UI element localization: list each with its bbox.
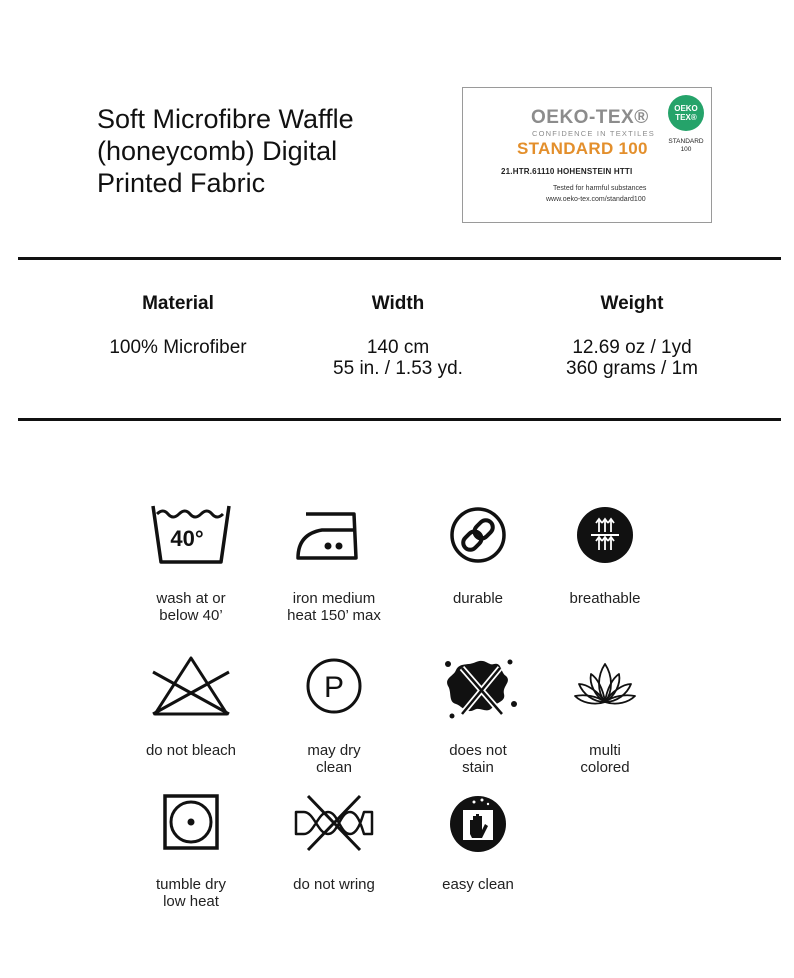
- care-breathable: [525, 500, 685, 607]
- product-title: [97, 103, 437, 199]
- spec-value: 12.69 oz / 1yd: [572, 337, 692, 358]
- title-line-2: (honeycomb) Digital: [97, 136, 338, 166]
- care-label-line: clean: [316, 759, 352, 776]
- badge-subtitle: [663, 138, 709, 154]
- care-tumble-dry: [111, 788, 271, 910]
- divider-top: [18, 257, 781, 260]
- spec-weight: [512, 293, 752, 379]
- care-label-line: low heat: [163, 893, 219, 910]
- oeko-tex-badge-icon: [668, 95, 704, 131]
- spec-value: 360 grams / 1m: [566, 358, 698, 379]
- spec-heading: Width: [371, 293, 425, 314]
- care-label-line: below 40’: [159, 607, 223, 624]
- spec-heading: Material: [142, 293, 214, 314]
- care-label-line: colored: [580, 759, 630, 776]
- no-wring-icon: [292, 788, 376, 858]
- badge-bottom: TEX®: [675, 113, 697, 122]
- tumble-dry-low-icon: [149, 788, 233, 858]
- care-iron: [254, 500, 414, 624]
- title-line-1: Soft Microfibre Waffle: [97, 104, 354, 134]
- wash-40-icon: [149, 500, 233, 570]
- care-label-line: does not: [449, 742, 507, 759]
- cert-brand: OEKO-TEX®: [531, 107, 649, 128]
- cert-url: www.oeko-tex.com/standard100: [546, 196, 646, 203]
- care-label-line: tumble dry: [155, 876, 227, 893]
- dry-clean-letter: P: [323, 671, 345, 704]
- care-label: [111, 876, 271, 910]
- care-dry-clean: [254, 652, 414, 776]
- care-label-line: breathable: [569, 590, 641, 607]
- badge-top: OEKO: [674, 104, 698, 113]
- care-label-line: wash at or: [156, 590, 226, 607]
- wash-temp: 40°: [170, 526, 204, 551]
- care-label-line: durable: [452, 590, 504, 607]
- care-label: [525, 590, 685, 607]
- care-label-line: heat 150’ max: [287, 607, 381, 624]
- care-label-line: do not bleach: [145, 742, 237, 759]
- care-no-wring: [254, 788, 414, 893]
- spec-heading: Weight: [600, 293, 664, 314]
- badge-sub-1: STANDARD: [668, 138, 704, 145]
- spec-value: 100% Microfiber: [109, 337, 247, 358]
- no-bleach-icon: [149, 652, 233, 722]
- breathable-icon: [563, 500, 647, 570]
- spec-material: [58, 293, 298, 358]
- lotus-icon: [563, 652, 647, 722]
- cert-tested: Tested for harmful substances: [553, 185, 647, 192]
- care-label-line: easy clean: [442, 876, 514, 893]
- care-label-line: stain: [462, 759, 494, 776]
- care-multi-colored: [525, 652, 685, 776]
- care-easy-clean: [398, 788, 558, 893]
- spec-width: [278, 293, 518, 379]
- care-label: [111, 742, 271, 759]
- spec-value: 55 in. / 1.53 yd.: [333, 358, 463, 379]
- care-label: [254, 590, 414, 624]
- cert-tagline: CONFIDENCE IN TEXTILES: [532, 129, 655, 138]
- care-label-line: multi: [589, 742, 621, 759]
- care-label: [525, 742, 685, 776]
- easy-clean-icon: [436, 788, 520, 858]
- care-wash: [111, 500, 271, 624]
- care-label: [398, 876, 558, 893]
- care-label-line: may dry: [307, 742, 361, 759]
- spec-values: [278, 337, 518, 379]
- spec-values: [512, 337, 752, 379]
- durable-link-icon: [436, 500, 520, 570]
- spec-value: 140 cm: [366, 337, 430, 358]
- spec-values: [58, 337, 298, 358]
- badge-sub-2: 100: [680, 146, 692, 153]
- cert-standard: STANDARD 100: [517, 139, 648, 158]
- dry-clean-icon: [292, 652, 376, 722]
- care-label: [254, 742, 414, 776]
- iron-medium-icon: [292, 500, 376, 570]
- care-label: [111, 590, 271, 624]
- care-no-bleach: [111, 652, 271, 759]
- title-line-3: Printed Fabric: [97, 168, 266, 198]
- no-stain-icon: [436, 652, 520, 722]
- divider-bottom: [18, 418, 781, 421]
- oeko-tex-certificate: [462, 87, 712, 223]
- care-label-line: do not wring: [293, 876, 375, 893]
- cert-code: 21.HTR.61110 HOHENSTEIN HTTI: [501, 167, 633, 176]
- care-label: [254, 876, 414, 893]
- care-label-line: iron medium: [292, 590, 376, 607]
